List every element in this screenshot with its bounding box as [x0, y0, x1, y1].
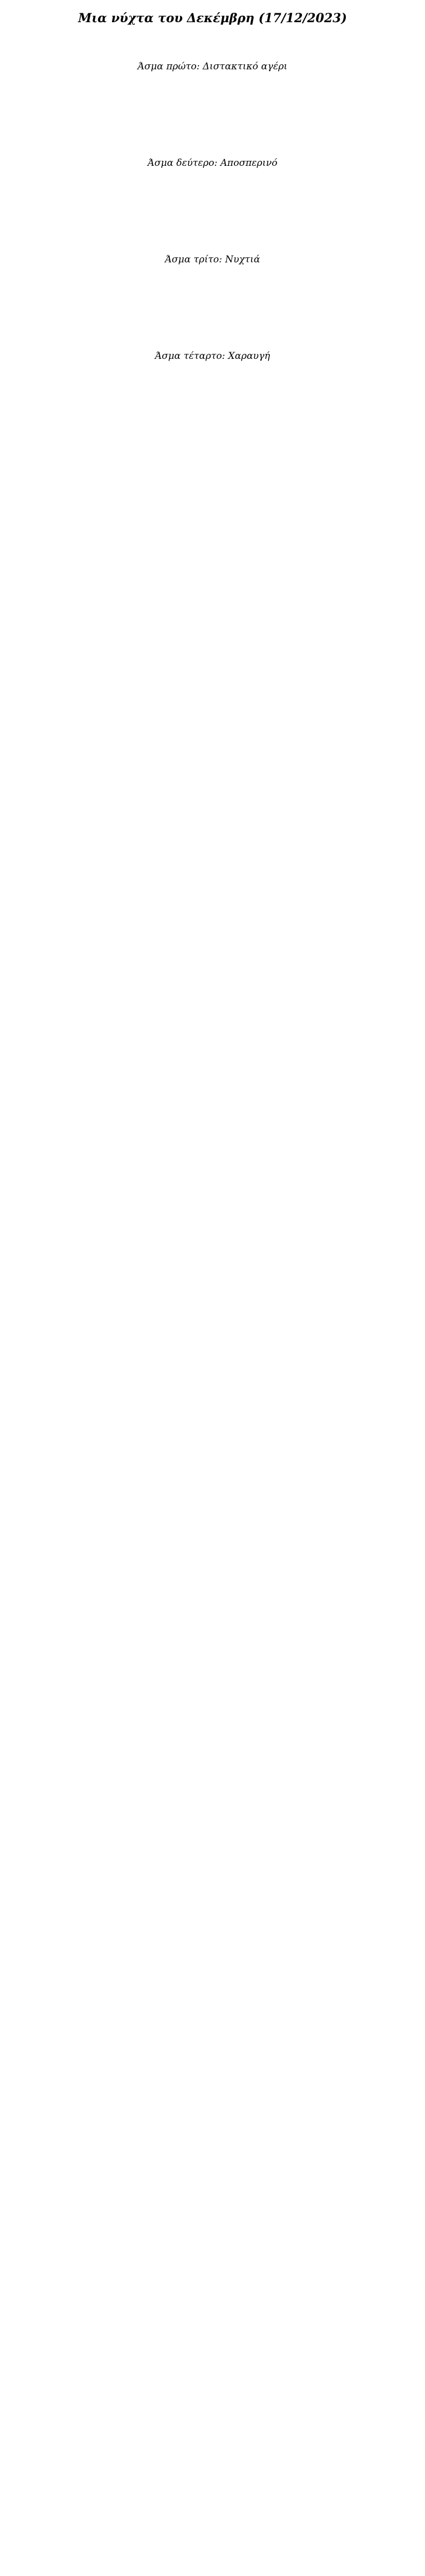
section-heading: Άσμα τέταρτο: Χαραυγή: [155, 351, 270, 362]
poem-title: Μια νύχτα του Δεκέμβρη (17/12/2023): [78, 11, 347, 26]
section-heading: Άσμα τρίτο: Νυχτιά: [165, 254, 260, 265]
section-heading: Άσμα πρώτο: Διστακτικό αγέρι: [137, 61, 288, 72]
section-heading: Άσμα δεύτερο: Αποσπερινό: [147, 158, 278, 169]
section-4: [22, 349, 403, 363]
section-2: [22, 156, 403, 170]
section-1: [22, 60, 403, 73]
section-3: [22, 253, 403, 266]
